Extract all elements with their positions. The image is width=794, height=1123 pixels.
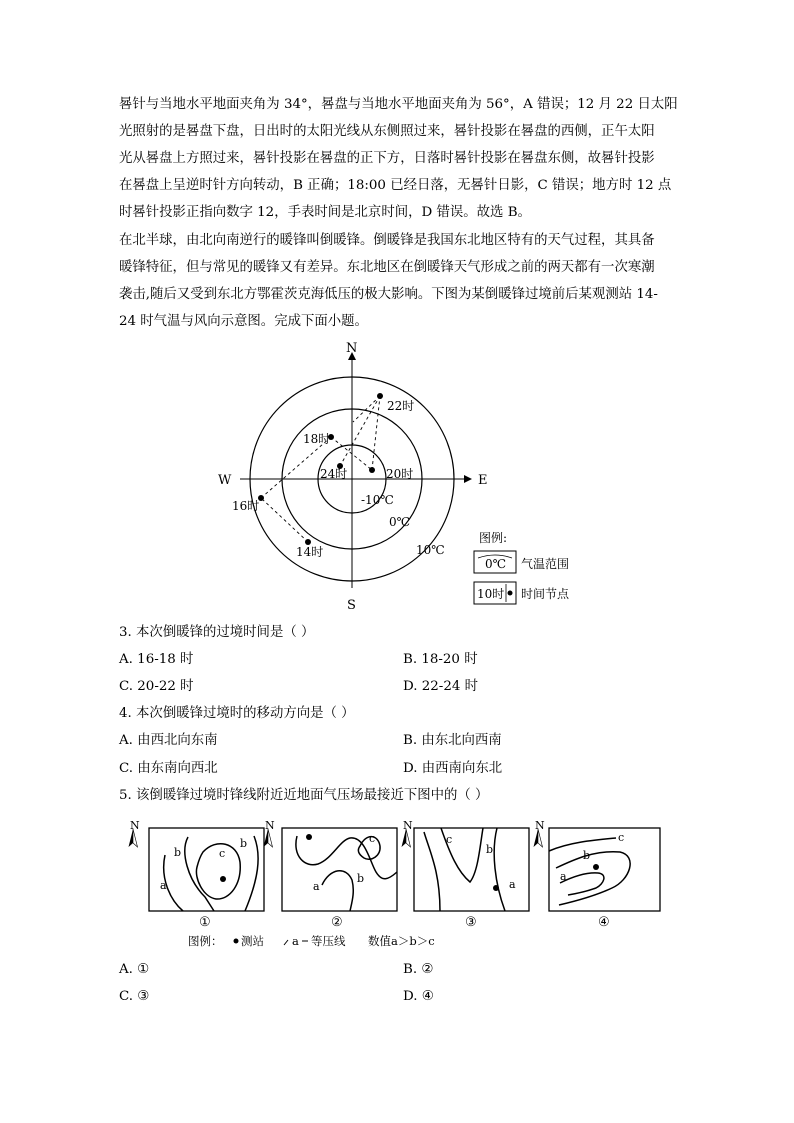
isobar-label-b: b [357, 872, 365, 885]
panel-north-label: N [403, 819, 413, 832]
east-label: E [478, 473, 488, 488]
isobar-label-a: a [560, 870, 567, 883]
south-label: S [347, 598, 356, 613]
temp-label-middle: 0℃ [389, 515, 411, 529]
pressure-panel-4 [534, 819, 661, 930]
isobar-label-a: a [160, 879, 167, 892]
time-label-18: 18时 [303, 432, 331, 446]
time-label-20: 20时 [386, 467, 414, 481]
isobar-label-b: b [174, 846, 182, 859]
question-4-option-c: C. 由东南向西北 [119, 761, 218, 776]
time-label-24: 24时 [320, 467, 348, 481]
time-label-16: 16时 [232, 499, 260, 513]
text-line: 袭击,随后又受到东北方鄂霍茨克海低压的极大影响。下图为某倒暖锋过境前后某观测站 14- [119, 287, 658, 302]
west-label: W [218, 473, 232, 488]
isobar-label-a: a [509, 878, 516, 891]
legend-station-label: 测站 [241, 934, 264, 948]
question-3-stem: 3. 本次倒暖锋的过境时间是（ ） [119, 625, 315, 640]
legend-isobar-label: 等压线 [311, 934, 346, 948]
legend-isobar-letter: a [292, 934, 299, 948]
panel-label: ② [331, 915, 343, 930]
pressure-legend [188, 934, 435, 948]
legend-station-dot [234, 939, 239, 944]
isobar-label-c: c [618, 831, 625, 844]
panel-label: ③ [465, 915, 477, 930]
north-label: N [346, 341, 358, 356]
isobar-label-b: b [583, 849, 591, 862]
legend-temp-label: 气温范围 [521, 557, 570, 571]
text-line: 24 时气温与风向示意图。完成下面小题。 [119, 314, 368, 329]
legend-time-label: 时间节点 [521, 587, 570, 601]
question-5-option-c: C. ③ [119, 989, 150, 1004]
text-line: 晷针与当地水平地面夹角为 34°，晷盘与当地水平地面夹角为 56°，A 错误；12 月 22 日太阳 [119, 97, 678, 112]
panel-label: ① [199, 915, 211, 930]
isobar-label-b: b [240, 837, 248, 850]
text-line: 光照射的是晷盘下盘，日出时的太阳光线从东侧照过来，晷针投影在晷盘的西侧，正午太阳 [119, 124, 655, 139]
temp-label-outer: 10℃ [416, 543, 445, 557]
question-3-option-b: B. 18-20 时 [403, 652, 478, 667]
pressure-panel-1 [129, 819, 265, 930]
legend-title: 图例: [479, 531, 508, 545]
text-line: 在北半球，由北向南逆行的暖锋叫倒暖锋。倒暖锋是我国东北地区特有的天气过程，其具备 [119, 233, 655, 248]
legend-values: 数值a＞b＞c [368, 934, 435, 948]
question-5-option-b: B. ② [403, 962, 434, 977]
question-5-option-a: A. ① [119, 962, 150, 977]
question-4-stem: 4. 本次倒暖锋过境时的移动方向是（ ） [119, 706, 355, 721]
time-label-14: 14时 [296, 545, 324, 559]
question-5-option-d: D. ④ [403, 989, 434, 1004]
isobar-label-c: c [219, 847, 226, 860]
panel-north-label: N [535, 819, 545, 832]
isobar-label-a: a [313, 880, 320, 893]
panel-label: ④ [598, 915, 610, 930]
text-line: 在晷盘上呈逆时针方向转动，B 正确；18:00 已经日落，无晷针日影，C 错误；地方时 12 点 [119, 178, 672, 193]
temp-label-inner: -10℃ [361, 493, 394, 507]
text-line: 暖锋特征，但与常见的暖锋又有差异。东北地区在倒暖锋天气形成之前的两天都有一次寒潮 [119, 260, 655, 275]
panel-north-label: N [265, 819, 275, 832]
text-line: 光从晷盘上方照过来，晷针投影在晷盘的正下方，日落时晷针投影在晷盘东侧，故晷针投影 [119, 151, 655, 166]
legend-time-sample: 10时 [477, 587, 505, 601]
isobar-label-c: c [369, 832, 376, 845]
question-5-stem: 5. 该倒暖锋过境时锋线附近近地面气压场最接近下图中的（ ） [119, 788, 489, 803]
pressure-panel-3 [402, 819, 530, 930]
isobar-label-b: b [486, 843, 494, 856]
isobar-label-c: c [446, 833, 453, 846]
question-3-option-a: A. 16-18 时 [119, 652, 194, 667]
question-4-option-d: D. 由西南向东北 [403, 761, 503, 776]
legend-isobar-sample [284, 940, 288, 945]
question-3-option-c: C. 20-22 时 [119, 679, 194, 694]
text-line: 时晷针投影正指向数字 12，手表时间是北京时间，D 错误。故选 B。 [119, 205, 531, 220]
legend-temp-sample: 0℃ [485, 557, 507, 571]
legend-prefix: 图例： [188, 934, 223, 948]
pressure-panel-2 [264, 819, 398, 930]
question-3-option-d: D. 22-24 时 [403, 679, 479, 694]
question-4-option-a: A. 由西北向东南 [119, 733, 218, 748]
time-label-22: 22时 [387, 399, 415, 413]
panel-north-label: N [130, 819, 140, 832]
question-4-option-b: B. 由东北向西南 [403, 733, 502, 748]
